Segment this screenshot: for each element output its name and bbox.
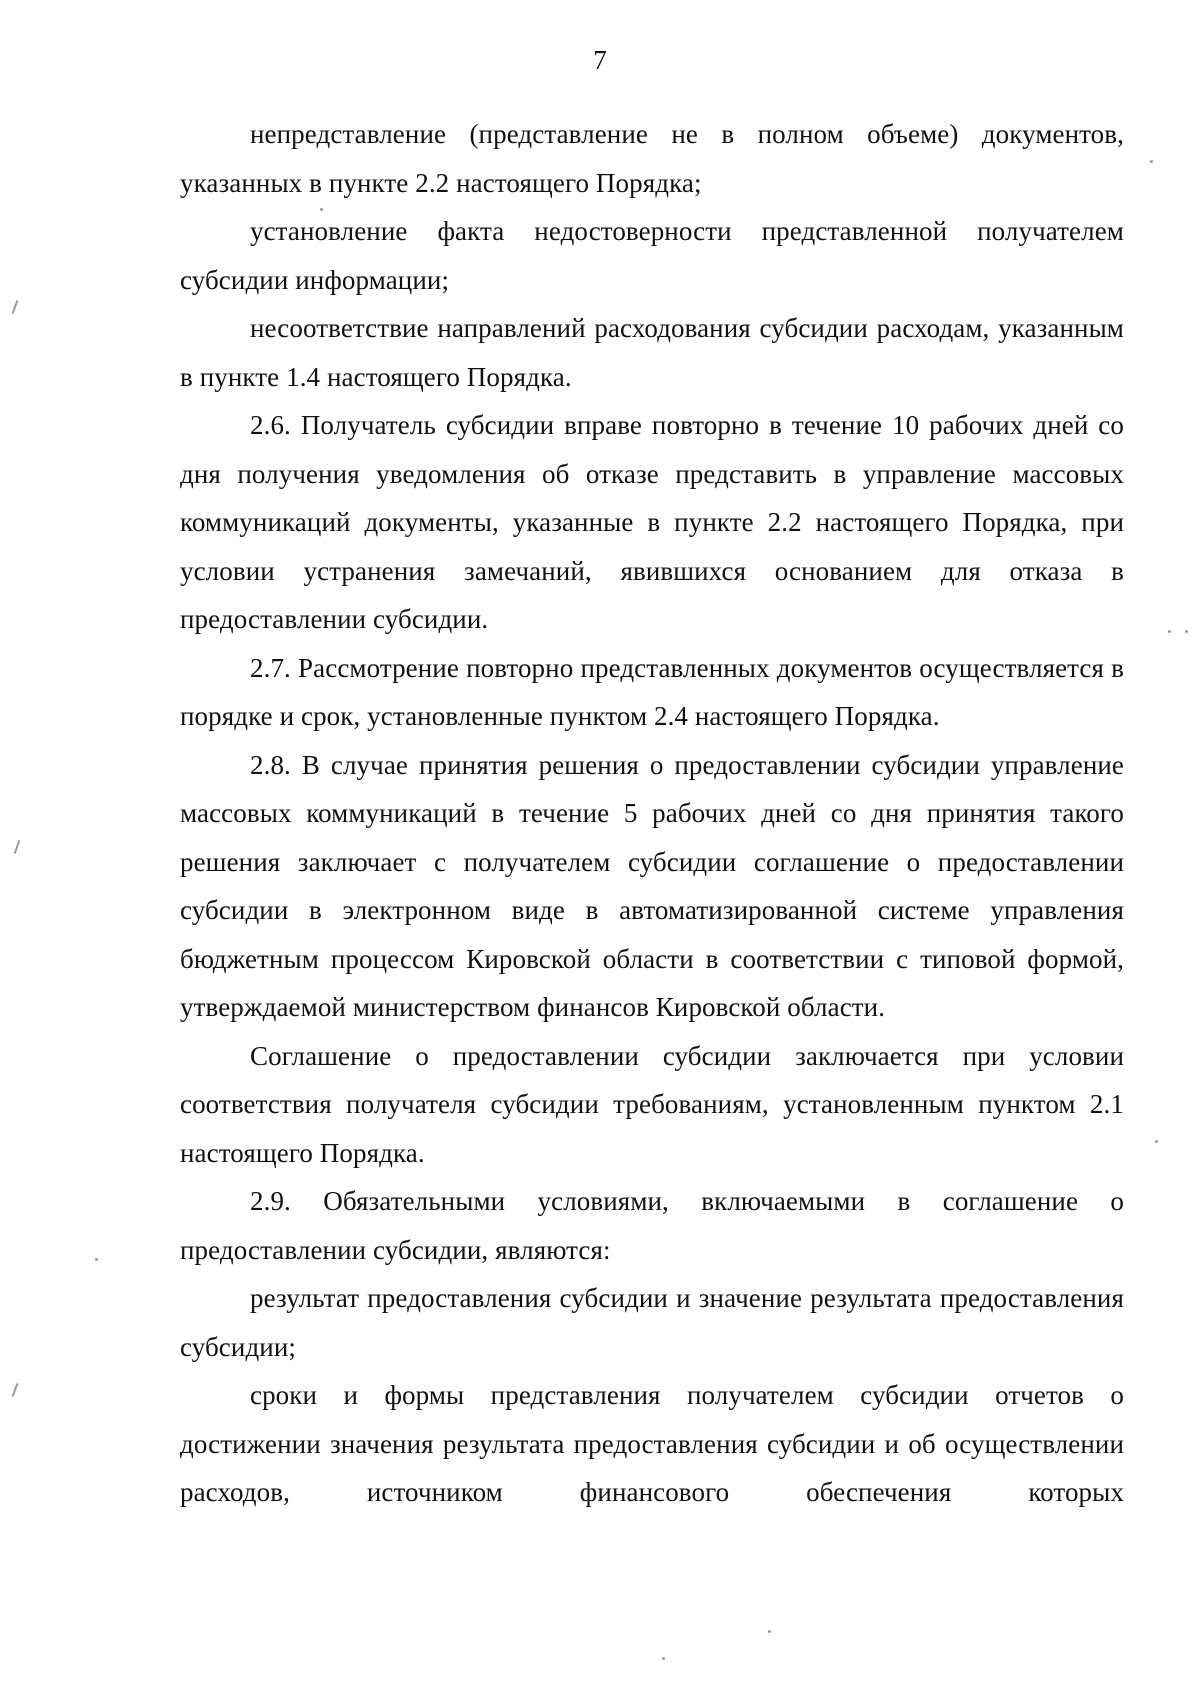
scan-speck [662,1657,665,1660]
paragraph-2-6: 2.6. Получатель субсидии вправе повторно в течение 10 рабочих дней со дня получения уведомления об отказе представить в управление массовых коммуникаций документы, указанные в пункте 2.2 настоящего Порядка, при условии устранения замечаний, явившихся основанием для отказа в предоставлении субсидии. [180,410,1124,634]
scan-speck [95,1258,98,1261]
scan-speck [1185,630,1188,633]
scan-mark [12,1383,19,1397]
scan-speck [768,1630,771,1633]
page-number: 7 [593,45,607,75]
paragraph-2-7: 2.7. Рассмотрение повторно представленных документов осуществляется в порядке и срок, установленные пунктом 2.4 настоящего Порядка. [180,652,1124,731]
document-body [180,110,1124,1517]
scan-mark [12,300,19,314]
scan-speck [1155,1140,1158,1143]
paragraph-3: несоответствие направлений расходования субсидии расходам, указанным в пункте 1.4 настоящего Порядка. [180,313,1124,392]
paragraph-2: установление факта недостоверности представленной получателем субсидии информации; [180,216,1124,295]
scan-mark [14,840,21,854]
scan-speck [1168,630,1171,633]
paragraph-agreement: Соглашение о предоставлении субсидии заключается при условии соответствия получателя субсидии требованиям, установленным пунктом 2.1 настоящего Порядка. [180,1040,1124,1168]
paragraph-result: результат предоставления субсидии и значение результата предоставления субсидии; [180,1283,1124,1362]
paragraph-1: непредставление (представление не в полном объеме) документов, указанных в пункте 2.2 настоящего Порядка; [180,119,1124,198]
scan-speck [1150,160,1153,163]
scan-speck [320,208,323,211]
paragraph-2-8: 2.8. В случае принятия решения о предоставлении субсидии управление массовых коммуникаций в течение 5 рабочих дней со дня принятия такого решения заключает с получателем субсидии соглашение о предоставлении субсидии в электронном виде в автоматизированной системе управления бюджетным процессом Кировской области в соответствии с типовой формой, утверждаемой министерством финансов Кировской области. [180,749,1124,1022]
paragraph-2-9: 2.9. Обязательными условиями, включаемыми в соглашение о предоставлении субсидии, являются: [180,1186,1124,1265]
paragraph-reports: сроки и формы представления получателем субсидии отчетов о достижении значения результата предоставления субсидии и об осуществлении расходов, источником финансового обеспечения которых [180,1380,1124,1507]
